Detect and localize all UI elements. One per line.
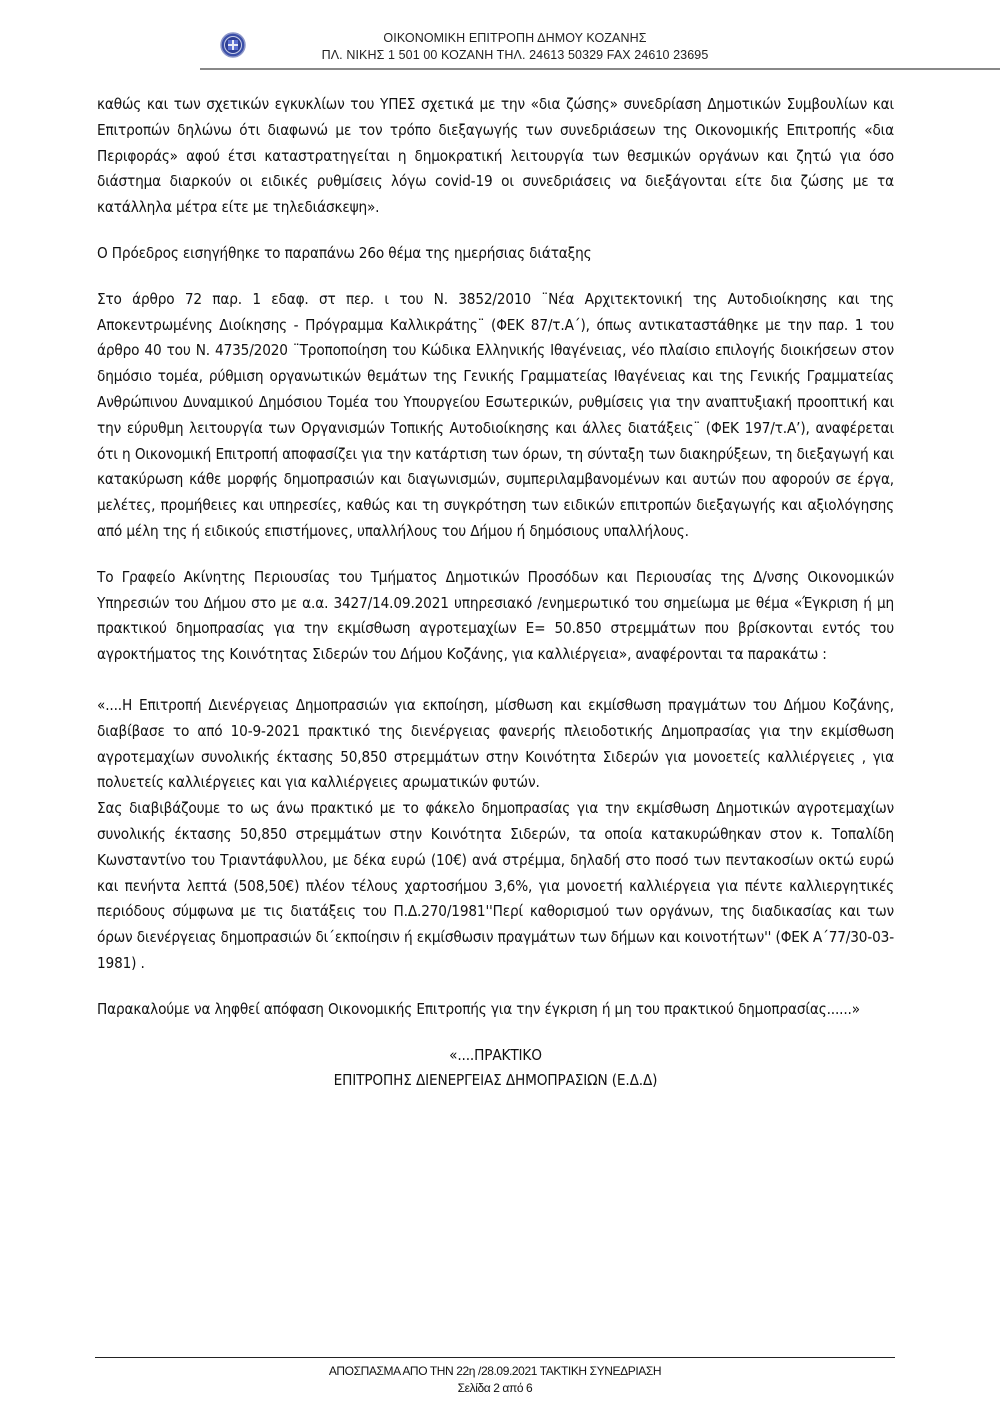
document-body	[97, 92, 894, 1094]
footer-divider	[95, 1357, 895, 1358]
header-address: ΠΛ. ΝΙΚΗΣ 1 501 00 ΚΟΖΑΝΗ ΤΗΛ. 24613 50329 FAX 24610 23695	[321, 48, 709, 62]
quoted-paragraph: Σας διαβιβάζουμε το ως άνω πρακτικό με το φάκελο δημοπρασίας για την εκμίσθωση Δημοτικών αγροτεμαχίων συνολικής έκτασης 50,850 στρεμμάτων στην Κοινότητα Σιδερών, τα οποία κατακυρώθηκαν στον κ. Τοπαλίδη Κωνσταντίνο του Τριαντάφυλλου, με δέκα ευρώ (10€) ανά στρέμμα, δηλαδή στο ποσό των πεντακοσίων οκτώ ευρώ και πενήντα λεπτά (508,50€) πλέον τέλους χαρτοσήμου 3,6%, για μονοετή καλλιέργεια για πέντε καλλιεργητικές περιόδους σύμφωνα με τις διατάξεις του Π.Δ.270/1981''Περί καθορισμού των οργάνων, της διαδικασίας και των όρων διενέργειας δημοπρασιών δι΄εκποίησιν ή εκμίσθωσιν πραγμάτων των δήμων και κοινοτήτων'' (ΦΕΚ Α΄77/30-03-1981) .	[97, 799, 894, 972]
quoted-paragraph: «....Η Επιτροπή Διενέργειας Δημοπρασιών για εκποίηση, μίσθωση και εκμίσθωση πραγμάτων του Δήμου Κοζάνης, διαβίβασε το από 10-9-2021 πρακτικό της διενέργειας φανερής πλειοδοτικής Δημοπρασίας για την εκμίσθωση αγροτεμαχίων συνολικής έκτασης 50,850 στρεμμάτων στην Κοινότητα Σιδερών για μονοετείς καλλιέργειες , για πολυετείς καλλιέργειες και για καλλιέργειες αρωματικών φυτών.	[97, 695, 894, 792]
paragraph: Στο άρθρο 72 παρ. 1 εδαφ. στ περ. ι του Ν. 3852/2010 ¨Νέα Αρχιτεκτονική της Αυτοδιοίκησης και της Αποκεντρωμένης Διοίκησης - Πρόγραμμα Καλλικράτης¨ (ΦΕΚ 87/τ.Α΄), όπως αντικαταστάθηκε με την παρ. 1 του άρθρο 40 του Ν. 4735/2020 ¨Τροποποίηση του Κώδικα Ελληνικής Ιθαγένειας, νέο πλαίσιο επιλογής διοικήσεων στον δημόσιο τομέα, ρύθμιση οργανωτικών θεμάτων της Γενικής Γραμματείας Ιθαγένειας και της Γενικής Γραμματείας Ανθρώπινου Δυναμικού Δημόσιου Τομέα του Υπουργείου Εσωτερικών, ρυθμίσεις για την αναπτυξιακή προοπτική και την εύρυθμη λειτουργία των Οργανισμών Τοπικής Αυτοδιοίκησης και άλλες διατάξεις¨ (ΦΕΚ 197/τ.Α’), αναφέρεται ότι η Οικονομική Επιτροπή αποφασίζει για την κατάρτιση των όρων, τη σύνταξη των διακηρύξεων, τη διεξαγωγή και κατακύρωση κάθε μορφής δημοπρασιών και διαγωνισμών, συμπεριλαμβανομένων και αυτών που αφορούν σε έργα, μελέτες, προμήθειες και υπηρεσίες, καθώς και τη συγκρότηση των ειδικών επιτροπών διεξαγωγής και αξιολόγησης από μέλη της ή ειδικούς επιστήμονες, υπαλλήλους του Δήμου ή δημόσιους υπαλλήλους.	[97, 289, 894, 540]
quoted-paragraph: Παρακαλούμε να ληφθεί απόφαση Οικονομικής Επιτροπής για την έγκριση ή μη του πρακτικού δημοπρασίας......»	[97, 999, 860, 1018]
header-title: ΟΙΚΟΝΟΜΙΚΗ ΕΠΙΤΡΟΠΗ ΔΗΜΟΥ ΚΟΖΑΝΗΣ	[383, 31, 647, 45]
page-header	[0, 0, 1000, 70]
paragraph: Το Γραφείο Ακίνητης Περιουσίας του Τμήματος Δημοτικών Προσόδων και Περιουσίας της Δ/νσης Οικονομικών Υπηρεσιών του Δήμου στο με α.α. 3427/14.09.2021 υπηρεσιακό /ενημερωτικό του σημείωμα με θέμα «Έγκριση ή μη πρακτικού δημοπρασίας για την εκμίσθωση αγροτεμαχίων Ε= 50.850 στρεμμάτων που βρίσκονται εντός του αγροκτήματος της Κοινότητας Σιδερών του Δήμου Κοζάνης, για καλλιέργεια», αναφέρονται τα παρακάτω :	[97, 567, 894, 664]
footer-page-number: Σελίδα 2 από 6	[457, 1381, 533, 1395]
header-divider	[200, 68, 1000, 70]
paragraph: Ο Πρόεδρος εισηγήθηκε το παραπάνω 26ο θέμα της ημερήσιας διάταξης	[97, 243, 592, 262]
paragraph: καθώς και των σχετικών εγκυκλίων του ΥΠΕΣ σχετικά με την «δια ζώσης» συνεδρίαση Δημοτικών Συμβουλίων και Επιτροπών δηλώνω ότι διαφωνώ με τον τρόπο διεξαγωγής των συνεδριάσεων της Οικονομικής Επιτροπής «δια Περιφοράς» αφού έτσι καταστρατηγείται η δημοκρατική λειτουργία των θεσμικών οργάνων και ζητώ για όσο διάστημα διαρκούν οι ειδικές ρυθμίσεις λόγω covid-19 οι συνεδριάσεις να διεξάγονται είτε δια ζώσης με τα κατάλληλα μέτρα είτε με τηλεδιάσκεψη».	[97, 95, 894, 217]
section-heading: «....ΠΡΑΚΤΙΚΟ	[449, 1045, 542, 1064]
greek-coat-of-arms-icon	[220, 32, 246, 58]
section-subheading: ΕΠΙΤΡΟΠΗΣ ΔΙΕΝΕΡΓΕΙΑΣ ΔΗΜΟΠΡΑΣΙΩΝ (Ε.Δ.Δ)	[333, 1071, 658, 1090]
footer-meeting-info: ΑΠΟΣΠΑΣΜΑ ΑΠΟ ΤΗΝ 22η /28.09.2021 ΤΑΚΤΙΚΗ ΣΥΝΕΔΡΙΑΣΗ	[328, 1364, 662, 1378]
